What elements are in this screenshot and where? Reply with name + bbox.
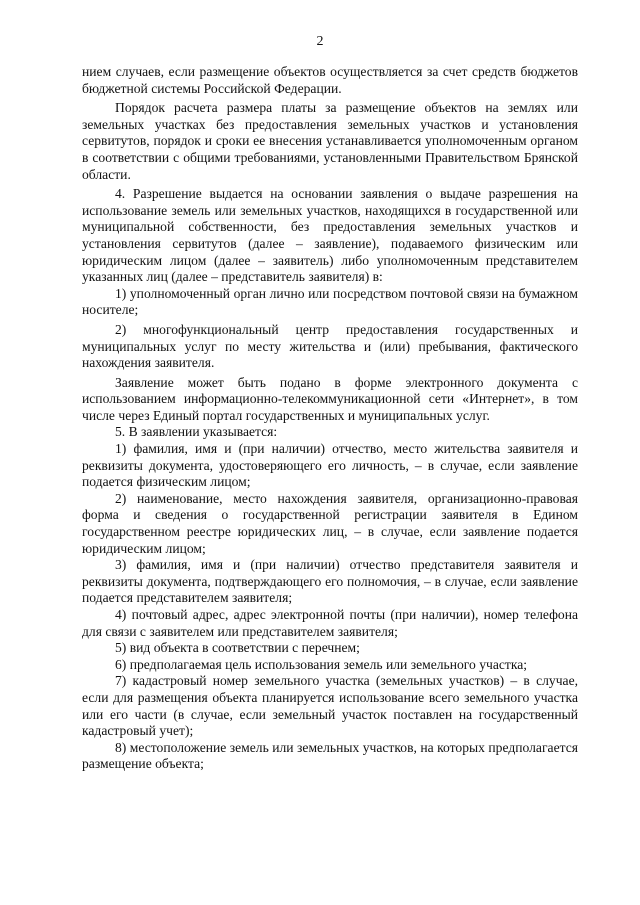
paragraph-5-item-1: 1) фамилия, имя и (при наличии) отчество, место жительства заявителя и реквизиты документа, удостоверяющего его личность, – в случае, если заявление подается физическим лицом; xyxy=(82,441,578,490)
paragraph-5-item-5: 5) вид объекта в соответствии с перечнем; xyxy=(115,640,360,656)
paragraph-4-item-1: 1) уполномоченный орган лично или посредством почтовой связи на бумажном носителе; xyxy=(82,285,578,318)
paragraph-5-item-8: 8) местоположение земель или земельных участков, на которых предполагается размещение объекта; xyxy=(82,739,578,772)
paragraph-5-item-7: 7) кадастровый номер земельного участка (земельных участков) – в случае, если для размещения объекта планируется использование всего земельного участка или его части (в случае, если земельный участок поставлен на государственный кадастровый учет); xyxy=(82,673,578,739)
paragraph-4-item-2: 2) многофункциональный центр предоставления государственных и муниципальных услуг по месту жительства и (или) пребывания, фактического нахождения заявителя. xyxy=(82,321,578,371)
paragraph-payment-order: Порядок расчета размера платы за размещение объектов на землях или земельных участках без предоставления земельных участков и установления сервитутов, порядок и сроки ее внесения устанавливается уполномоченным органом в соответствии с общими требованиями, установленными Правительством Брянской области. xyxy=(82,100,578,182)
paragraph-5-item-2: 2) наименование, место нахождения заявителя, организационно-правовая форма и сведения о государственной регистрации заявителя в Едином государственном реестре юридических лиц, – в случае, если заявление подается юридическим лицом; xyxy=(82,490,578,556)
paragraph-continuation: нием случаев, если размещение объектов осуществляется за счет средств бюджетов бюджетной системы Российской Федерации. xyxy=(82,64,578,96)
document-body xyxy=(82,64,578,773)
paragraph-electronic-form: Заявление может быть подано в форме электронного документа с использованием информационно-телекоммуникационной сети «Интернет», в том числе через Единый портал государственных и муниципальных услуг. xyxy=(82,374,578,423)
paragraph-5: 5. В заявлении указывается: xyxy=(115,424,278,440)
paragraph-5-item-3: 3) фамилия, имя и (при наличии) отчество представителя заявителя и реквизиты документа, подтверждающего его полномочия, – в случае, если заявление подается представителем заявителя; xyxy=(82,557,578,606)
page-number: 2 xyxy=(316,34,324,49)
paragraph-5-item-6: 6) предполагаемая цель использования земель или земельного участка; xyxy=(115,656,528,672)
paragraph-5-item-4: 4) почтовый адрес, адрес электронной почты (при наличии), номер телефона для связи с заявителем или представителем заявителя; xyxy=(82,607,578,639)
paragraph-4: 4. Разрешение выдается на основании заявления о выдаче разрешения на использование земель или земельных участков, находящихся в государственной или муниципальной собственности, без предоставления земельных участков и установления сервитутов (далее – заявление), подаваемого физическим или юридическим лицом (далее – заявитель) либо уполномоченным представителем указанных лиц (далее – представитель заявителя) в: xyxy=(82,186,578,285)
